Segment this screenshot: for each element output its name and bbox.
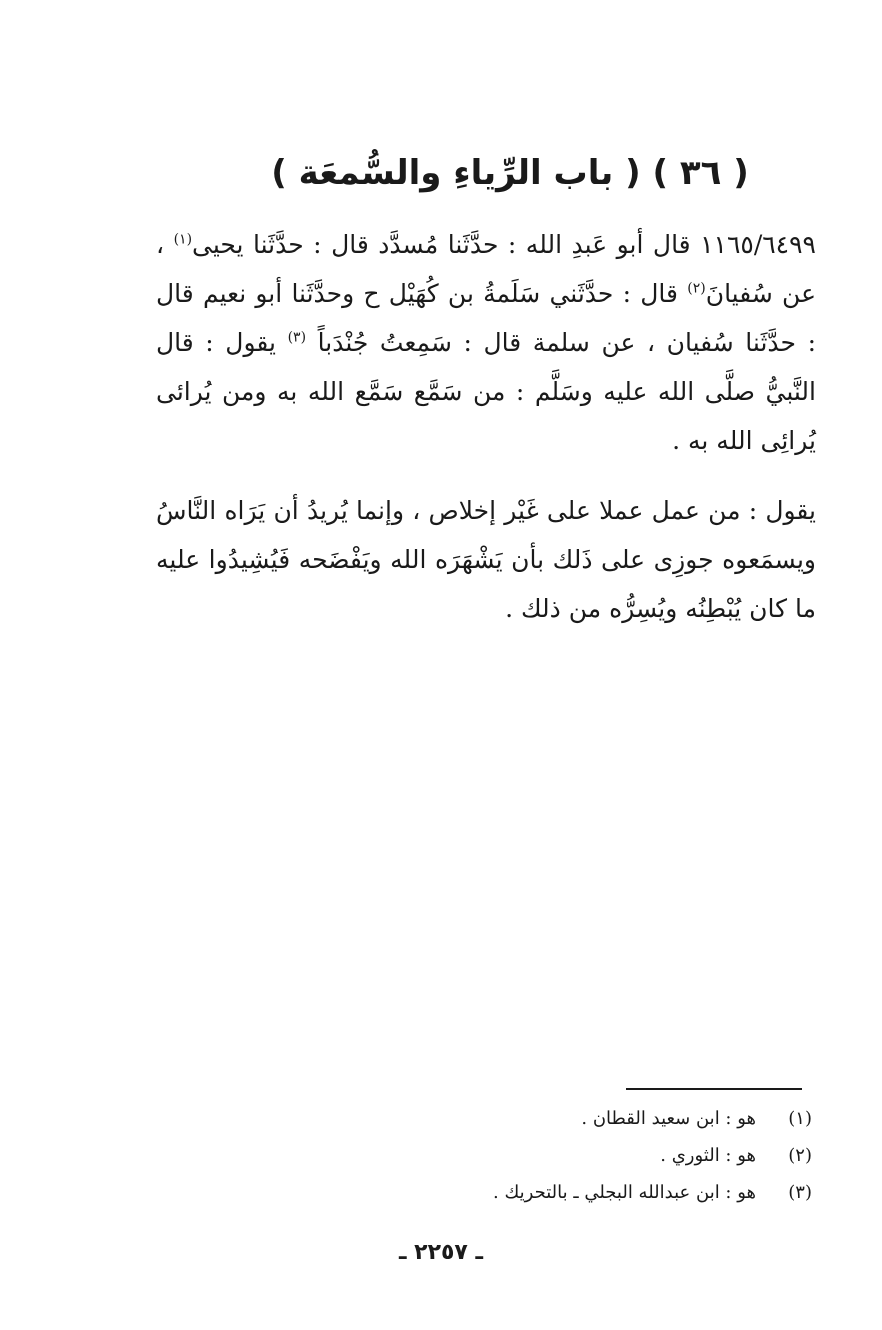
footnote-text: هو : ابن عبدالله البجلي ـ بالتحريك . xyxy=(493,1182,756,1203)
hadith-segment-2: ، عن سُفيانَ xyxy=(156,230,816,308)
footnote-item xyxy=(312,1137,812,1174)
footnote-ref-1: (١) xyxy=(173,231,193,248)
hadith-number: ١١٦٥/٦٤٩٩ xyxy=(700,230,816,259)
page-number: ـ ٢٢٥٧ ـ xyxy=(398,1240,484,1265)
hadith-segment-1: قال أبو عَبدِ الله : حدَّثَنا مُسدَّد قال : حدَّثَنا يحيى xyxy=(192,230,691,259)
footnote-text: هو : ابن سعيد القطان . xyxy=(581,1108,756,1129)
footnote-item xyxy=(312,1100,812,1137)
footnote-ref-3: (٣) xyxy=(287,329,307,346)
footnote-number: (٢) xyxy=(788,1145,812,1166)
footnote-text: هو : الثوري . xyxy=(660,1145,756,1166)
hadith-paragraph xyxy=(156,220,816,465)
footnote-number: (١) xyxy=(788,1108,812,1129)
hadith-segment-4: يقول : قال النَّبيُّ صلَّى الله عليه وسَلَّم : من سَمَّع سَمَّع الله به ومن يُرائى يُرائِى الله به . xyxy=(156,328,816,455)
footnote-divider xyxy=(626,1088,802,1090)
footnote-ref-2: (٢) xyxy=(687,280,706,297)
chapter-title: ( ٣٦ ) ( باب الرِّياءِ والسُّمعَة ) xyxy=(271,153,749,193)
hadith-segment-3: قال : حدَّثَني سَلَمةُ بن كُهَيْل ح وحدَّثَنا أبو نعيم قال : حدَّثَنا سُفيان ، عن سلمة قال : سَمِعتُ جُنْدَباً xyxy=(156,279,816,357)
footnotes xyxy=(312,1100,812,1211)
commentary-paragraph: يقول : من عمل عملا على غَيْر إخلاص ، وإنما يُريدُ أن يَرَاه النَّاسُ ويسمَعوه جوزِى على ذَلك بأن يَشْهَرَه الله ويَفْضَحه فَيُشِيدُوا عليه ما كان يُبْطِنُه ويُسِرُّه من ذلك . xyxy=(156,496,816,623)
footnote-number: (٣) xyxy=(788,1182,812,1203)
footnote-item xyxy=(312,1174,812,1211)
